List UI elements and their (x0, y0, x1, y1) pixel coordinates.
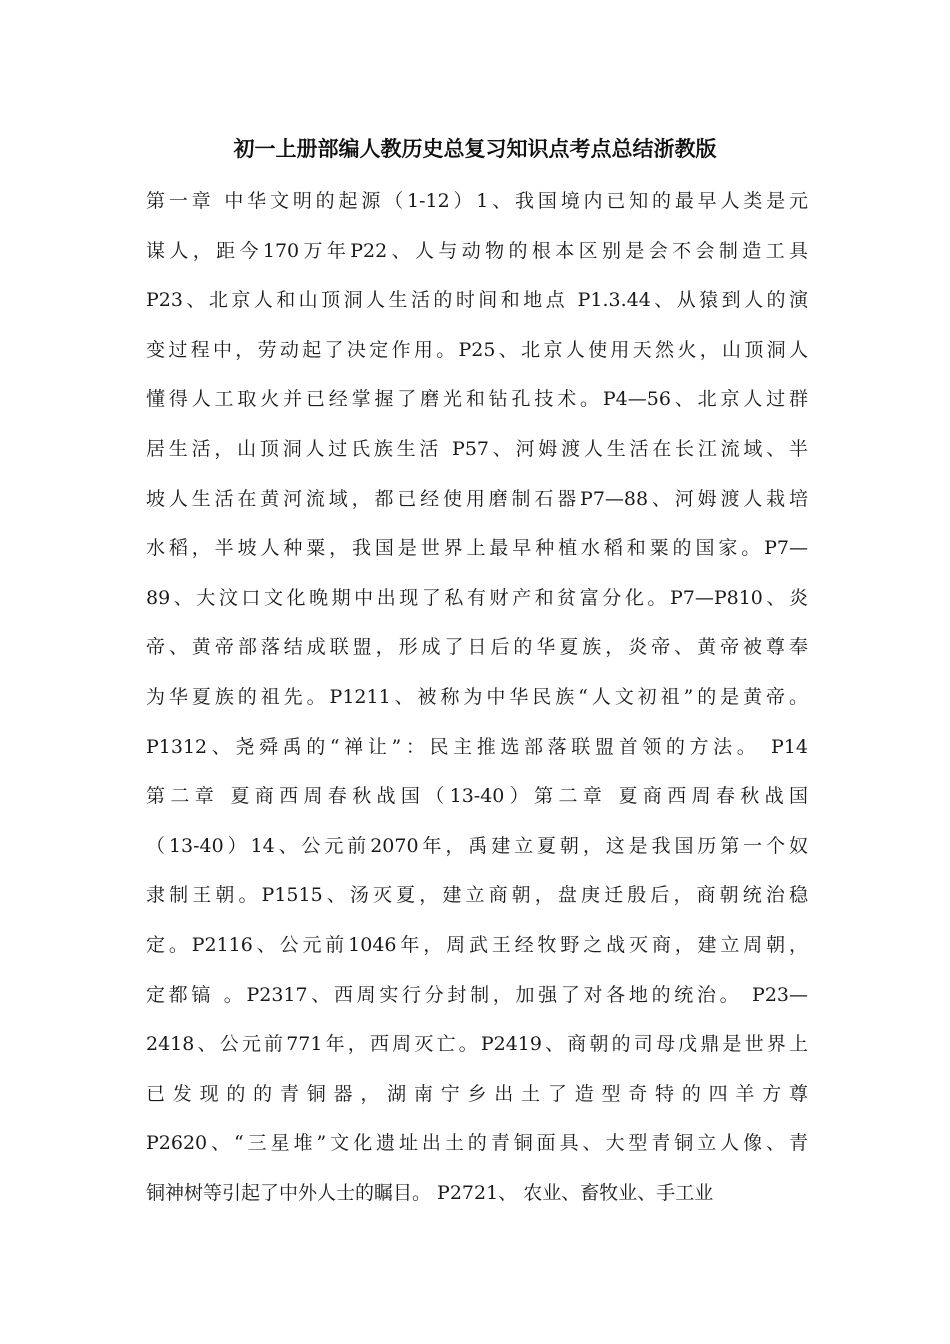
text-line: 定。P2116、公元前1046年，周武王经牧野之战灭商，建立周朝， (146, 933, 808, 956)
text-line: 帝、黄帝部落结成联盟，形成了日后的华夏族，炎帝、黄帝被尊奉 (146, 636, 808, 659)
text-line: 谋人，距今170万年P22、人与动物的根本区别是会不会制造工具 (146, 239, 808, 262)
text-line: 定都镐 。P2317、西周实行分封制，加强了对各地的统治。 P23— (146, 983, 808, 1006)
text-line: 第一章 中华文明的起源（1-12）1、我国境内已知的最早人类是元 (146, 190, 808, 212)
text-line: 已发现的的青铜器，湖南宁乡出土了造型奇特的四羊方尊 (146, 1082, 808, 1105)
document-title: 初一上册部编人教历史总复习知识点考点总结浙教版 (233, 137, 717, 161)
document-body (146, 180, 808, 1221)
text-line: （13-40）14、公元前2070年，禹建立夏朝，这是我国历第一个奴 (146, 834, 808, 857)
text-line: 水稻，半坡人种粟，我国是世界上最早种植水稻和粟的国家。P7— (146, 537, 808, 560)
text-line: 2418、公元前771年，西周灭亡。P2419、商朝的司母戊鼎是世界上 (146, 1033, 808, 1056)
text-line: 为华夏族的祖先。P1211、被称为中华民族“人文初祖”的是黄帝。 (146, 685, 808, 708)
text-line: 坡人生活在黄河流域，都已经使用磨制石器P7—88、河姆渡人栽培 (146, 487, 808, 510)
text-line: 89、大汶口文化晚期中出现了私有财产和贫富分化。P7—P810、炎 (146, 586, 808, 609)
text-line: P1312、尧舜禹的“禅让”：民主推选部落联盟首领的方法。 P14 (146, 735, 808, 758)
text-line: 变过程中，劳动起了决定作用。P25、北京人使用天然火，山顶洞人 (146, 338, 808, 361)
text-line: 隶制王朝。P1515、汤灭夏，建立商朝，盘庚迁殷后，商朝统治稳 (146, 884, 808, 907)
text-line: 铜神树等引起了中外人士的瞩目。 P2721、 农业、畜牧业、手工业 (146, 1181, 714, 1204)
text-line: P23、北京人和山顶洞人生活的时间和地点 P1.3.44、从猿到人的演 (146, 289, 808, 312)
text-line: 第二章 夏商西周春秋战国（13-40）第二章 夏商西周春秋战国 (146, 785, 808, 808)
text-line: P2620、“三星堆”文化遗址出土的青铜面具、大型青铜立人像、青 (146, 1132, 808, 1155)
text-line: 居生活，山顶洞人过氏族生活 P57、河姆渡人生活在长江流域、半 (146, 437, 808, 460)
text-line: 懂得人工取火并已经掌握了磨光和钻孔技术。P4—56、北京人过群 (146, 388, 808, 411)
